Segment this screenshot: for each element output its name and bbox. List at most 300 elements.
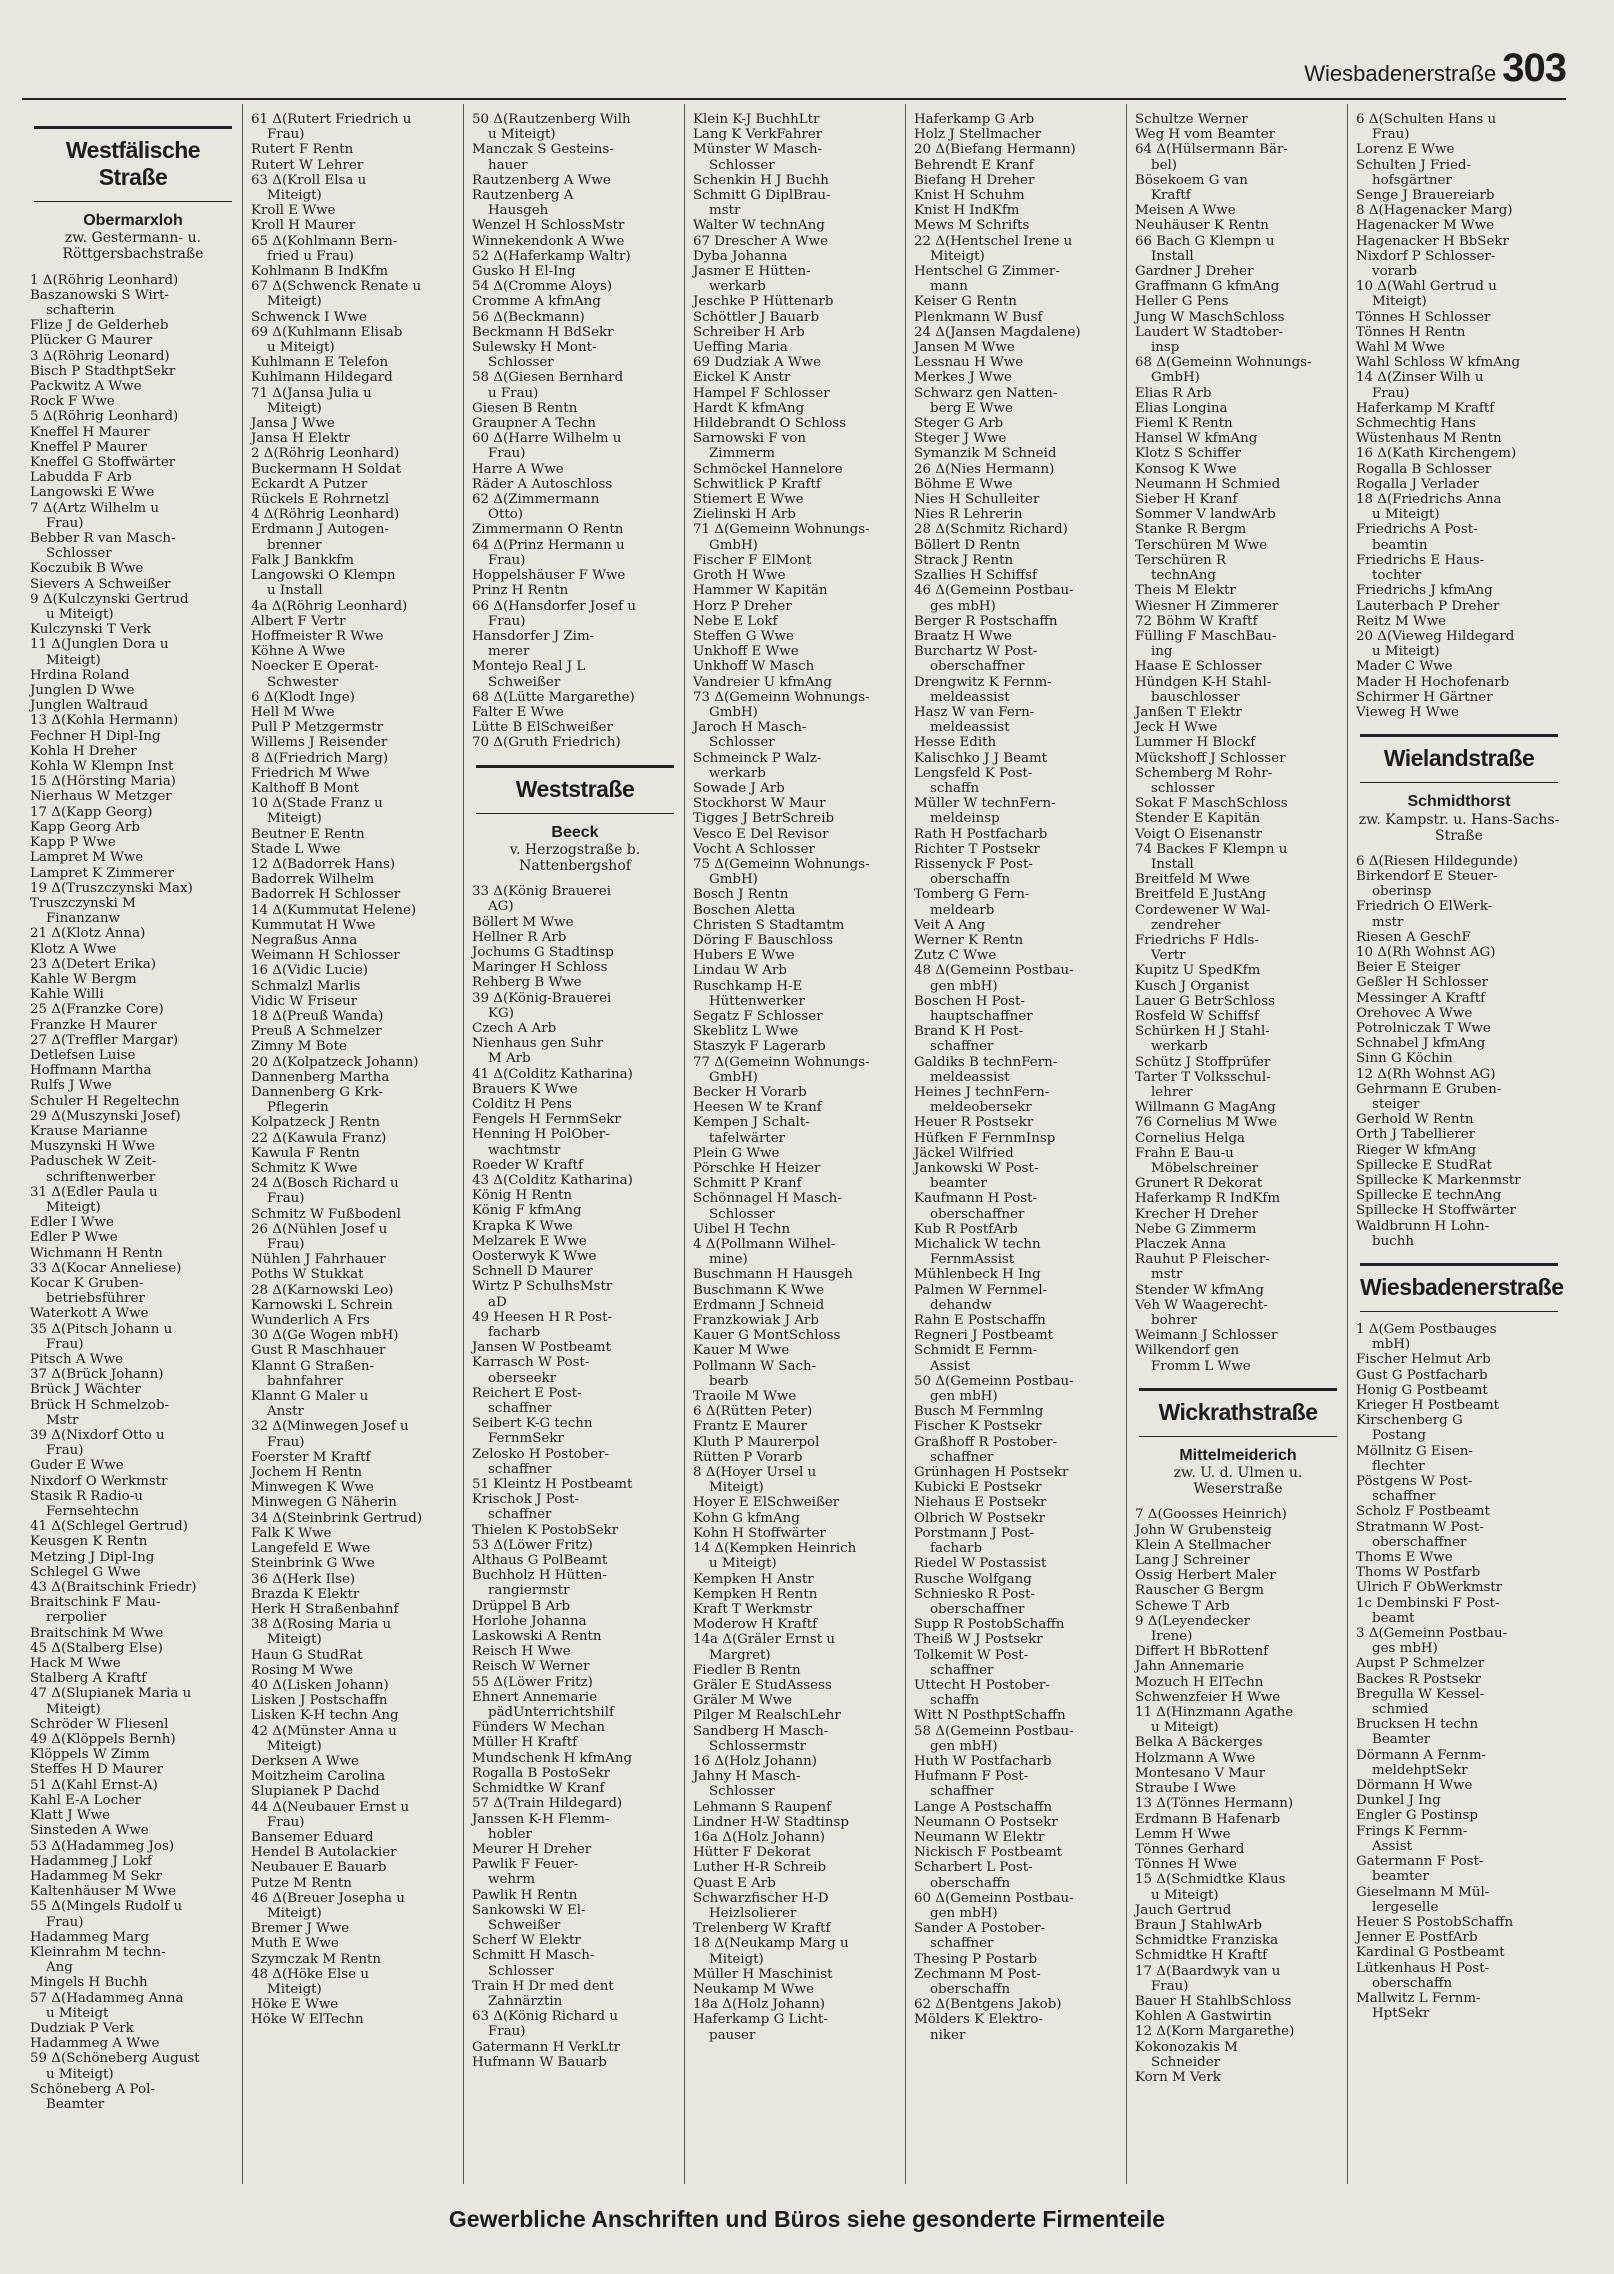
list-item: Scharbert L Post- bbox=[914, 1860, 1033, 1876]
list-item: Schmitz K Wwe bbox=[251, 1161, 358, 1177]
list-item: 1 Δ(Gem Postbauges bbox=[1356, 1321, 1497, 1337]
list-item: Lütte B ElSchweißer bbox=[472, 720, 613, 736]
list-item: 31 Δ(Edler Paula u bbox=[30, 1184, 158, 1200]
list-item: Rosfeld W Schiffsf bbox=[1135, 1008, 1259, 1024]
list-item: Ang bbox=[46, 1960, 73, 1976]
entry-list bbox=[30, 273, 236, 2113]
list-item: Sommer V landwArb bbox=[1135, 507, 1276, 523]
list-item: Frau) bbox=[1372, 127, 1410, 143]
list-item: Rütten P Vorarb bbox=[693, 1449, 803, 1465]
list-item: Tigges J BetrSchreib bbox=[693, 811, 835, 827]
list-item: Zimmermann O Rentn bbox=[472, 522, 624, 538]
list-item: 16 Δ(Holz Johann) bbox=[693, 1753, 818, 1769]
list-item: Terschüren R bbox=[1135, 552, 1227, 568]
list-item: steiger bbox=[1372, 1096, 1420, 1112]
list-item: Frau) bbox=[1372, 385, 1410, 401]
list-item: Pawlik F Feuer- bbox=[472, 1857, 579, 1873]
list-item: Sokat F MaschSchloss bbox=[1135, 796, 1288, 812]
list-item: Frau) bbox=[267, 1814, 305, 1830]
list-item: Burchartz W Post- bbox=[914, 644, 1038, 660]
list-item: oberseekr bbox=[488, 1370, 557, 1386]
list-item: schafterin bbox=[46, 302, 115, 318]
list-item: Nebe G Zimmerm bbox=[1135, 1221, 1257, 1237]
list-item: Friedrich O ElWerk- bbox=[1356, 899, 1493, 915]
list-item: Frau) bbox=[488, 552, 526, 568]
list-item: oberschaffn bbox=[930, 1875, 1011, 1891]
list-item: Schultze Werner bbox=[1135, 112, 1248, 127]
list-item: Rosing M Wwe bbox=[251, 1662, 353, 1678]
list-item: Zechmann M Post- bbox=[914, 1966, 1041, 1982]
list-item: Albert F Vertr bbox=[251, 613, 346, 629]
list-item: Assist bbox=[1372, 1838, 1412, 1854]
list-item: Karnowski L Schrein bbox=[251, 1297, 393, 1313]
list-item: Friedrichs F Hdls- bbox=[1135, 932, 1259, 948]
list-item: 50 Δ(Rautzenberg Wilh bbox=[472, 112, 631, 127]
list-item: Hausgeh bbox=[488, 203, 549, 219]
list-item: Hoyer E ElSchweißer bbox=[693, 1495, 840, 1511]
list-item: Senge J Brauereiarb bbox=[1356, 188, 1495, 204]
list-item: Mader H Hochofenarb bbox=[1356, 674, 1510, 690]
list-item: Gieselmann M Mül- bbox=[1356, 1884, 1490, 1900]
list-item: Tönnes H Rentn bbox=[1356, 324, 1466, 340]
list-item: Schönnagel H Masch- bbox=[693, 1191, 842, 1207]
street-heading bbox=[1360, 734, 1558, 783]
list-item: Keiser G Rentn bbox=[914, 294, 1017, 310]
list-item: Frau) bbox=[488, 613, 526, 629]
list-item: Mews M Schrifts bbox=[914, 218, 1030, 234]
list-item: Böllert D Rentn bbox=[914, 537, 1021, 553]
list-item: Sieber H Kranf bbox=[1135, 492, 1238, 508]
list-item: Hufmann W Bauarb bbox=[472, 2054, 607, 2070]
list-item: 55 Δ(Löwer Fritz) bbox=[472, 1674, 593, 1690]
list-item: Schmidtke Franziska bbox=[1135, 1933, 1279, 1949]
list-item: u Miteigt) bbox=[488, 127, 556, 143]
list-item: Steger G Arb bbox=[914, 416, 1004, 432]
list-item: brenner bbox=[267, 537, 322, 553]
list-item: oberschaffn bbox=[930, 872, 1011, 888]
list-item: Packwitz A Wwe bbox=[30, 379, 142, 394]
entry-list bbox=[914, 112, 1120, 2043]
list-item: Detlefsen Luise bbox=[30, 1047, 136, 1063]
list-item: Strack J Rentn bbox=[914, 552, 1014, 568]
list-item: Wiesner H Zimmerer bbox=[1135, 598, 1279, 614]
list-item: Irene) bbox=[1151, 1629, 1193, 1645]
list-item: Schmitt P Kranf bbox=[693, 1176, 802, 1192]
list-item: Plein G Wwe bbox=[693, 1145, 780, 1161]
list-item: Müller W technFern- bbox=[914, 796, 1056, 812]
list-item: Lisken J Postschaffn bbox=[251, 1693, 388, 1709]
list-item: Laudert W Stadtober- bbox=[1135, 324, 1284, 340]
list-item: Jenner E PostfArb bbox=[1356, 1930, 1478, 1946]
list-item: Groth H Wwe bbox=[693, 568, 786, 584]
list-item: Boschen Aletta bbox=[693, 902, 796, 918]
list-item: u Miteigt) bbox=[1372, 644, 1440, 660]
list-item: Haferkamp G Arb bbox=[914, 112, 1035, 127]
list-item: Hündgen K-H Stahl- bbox=[1135, 674, 1272, 690]
list-item: oberschaffner bbox=[1372, 1534, 1467, 1550]
list-item: insp bbox=[1151, 340, 1180, 356]
list-item: Hagenacker M Wwe bbox=[1356, 218, 1495, 234]
list-item: Tomberg G Fern- bbox=[914, 887, 1030, 903]
list-item: Dyba Johanna bbox=[693, 248, 788, 264]
list-item: Knist H Schuhm bbox=[914, 188, 1025, 204]
list-item: ing bbox=[1151, 644, 1173, 660]
list-item: 9 Δ(Kulczynski Gertrud bbox=[30, 591, 189, 607]
list-item: Schwarz gen Natten- bbox=[914, 385, 1058, 401]
list-item: Rock F Wwe bbox=[30, 394, 115, 410]
list-item: Colditz H Pens bbox=[472, 1096, 572, 1112]
list-item: 55 Δ(Mingels Rudolf u bbox=[30, 1899, 183, 1915]
list-item: 53 Δ(Hadammeg Jos) bbox=[30, 1838, 175, 1854]
list-item: 3 Δ(Gemeinn Postbau- bbox=[1356, 1626, 1508, 1642]
list-item: Christen S Stadtamtm bbox=[693, 917, 845, 933]
list-item: pädUnterrichtshilf bbox=[488, 1705, 614, 1721]
list-item: Janssen K-H Flemm- bbox=[472, 1811, 610, 1827]
list-item: Pörschke H Heizer bbox=[693, 1161, 821, 1177]
list-item: Riesen A GeschF bbox=[1356, 929, 1471, 945]
list-item: 58 Δ(Gemeinn Postbau- bbox=[914, 1723, 1074, 1739]
list-item: Wenzel H SchlossMstr bbox=[472, 218, 625, 234]
list-item: 20 Δ(Kolpatzeck Johann) bbox=[251, 1054, 419, 1070]
list-item: Hellner R Arb bbox=[472, 929, 567, 945]
list-item: beamter bbox=[930, 1176, 987, 1192]
list-item: 64 Δ(Hülsermann Bär- bbox=[1135, 142, 1288, 158]
list-item: Hrdina Roland bbox=[30, 667, 130, 683]
list-item: flechter bbox=[1372, 1458, 1425, 1474]
list-item: 76 Cornelius M Wwe bbox=[1135, 1115, 1277, 1131]
list-item: werkarb bbox=[709, 765, 766, 781]
list-item: 14 Δ(Kummutat Helene) bbox=[251, 902, 417, 918]
list-item: Elias Longina bbox=[1135, 400, 1228, 416]
list-item: Fischer F ElMont bbox=[693, 552, 812, 568]
list-item: Erdmann B Hafenarb bbox=[1135, 1811, 1281, 1827]
list-item: mstr bbox=[1372, 914, 1404, 930]
list-item: Luther H-R Schreib bbox=[693, 1860, 827, 1876]
list-item: Gatermann H VerkLtr bbox=[472, 2039, 621, 2055]
list-item: 37 Δ(Brück Johann) bbox=[30, 1367, 164, 1383]
list-item: Richter T Postsekr bbox=[914, 841, 1040, 857]
list-item: Jansa J Wwe bbox=[251, 416, 335, 432]
list-item: Klein A Stellmacher bbox=[1135, 1537, 1271, 1553]
list-item: 46 Δ(Gemeinn Postbau- bbox=[914, 583, 1074, 599]
list-item: Stalberg A Kraftf bbox=[30, 1671, 147, 1687]
running-head-street: Wiesbadenerstraße bbox=[1304, 61, 1497, 86]
list-item: Bosch J Rentn bbox=[693, 887, 789, 903]
list-item: Müller H Maschinist bbox=[693, 1966, 833, 1982]
list-item: Waterkott A Wwe bbox=[30, 1306, 149, 1322]
list-item: HptSekr bbox=[1372, 2006, 1430, 2022]
list-item: Kahle Willi bbox=[30, 987, 104, 1003]
list-item: Riedel W Postassist bbox=[914, 1556, 1047, 1572]
list-item: 63 Δ(Kroll Elsa u bbox=[251, 172, 367, 188]
list-item: Vieweg H Wwe bbox=[1356, 704, 1459, 720]
list-item: Stasik R Radio-u bbox=[30, 1488, 143, 1504]
list-item: Frau) bbox=[267, 1237, 305, 1253]
list-item: 35 Δ(Pitsch Johann u bbox=[30, 1321, 173, 1337]
list-item: Eckardt A Putzer bbox=[251, 476, 368, 492]
list-item: Sandberg H Masch- bbox=[693, 1723, 829, 1739]
list-item: 20 Δ(Vieweg Hildegard bbox=[1356, 628, 1515, 644]
list-item: Trelenberg W Kraftf bbox=[693, 1921, 831, 1937]
list-item: Orth J Tabellierer bbox=[1356, 1127, 1476, 1143]
list-item: Fengels H FernmSekr bbox=[472, 1112, 621, 1128]
list-item: Kohlmann B IndKfm bbox=[251, 264, 389, 280]
list-item: Harre A Wwe bbox=[472, 461, 564, 477]
list-item: Tolkemit W Post- bbox=[914, 1647, 1029, 1663]
list-item: Pollmann W Sach- bbox=[693, 1358, 817, 1374]
list-item: mbH) bbox=[1372, 1337, 1411, 1353]
list-item: oberschaffn bbox=[1372, 1975, 1453, 1991]
street-heading bbox=[476, 765, 674, 814]
list-item: 59 Δ(Schöneberg August bbox=[30, 2051, 200, 2067]
list-item: 71 Δ(Jansa Julia u bbox=[251, 385, 372, 401]
list-item: 8 Δ(Friedrich Marg) bbox=[251, 750, 389, 766]
district-name: Mittelmeiderich bbox=[1179, 1446, 1297, 1464]
list-item: Falk K Wwe bbox=[251, 1525, 332, 1541]
list-item: Hack M Wwe bbox=[30, 1656, 121, 1672]
list-item: Sulewsky H Mont- bbox=[472, 340, 597, 356]
list-item: Hadammeg A Wwe bbox=[30, 2036, 160, 2052]
list-item: Kleinrahm M techn- bbox=[30, 1944, 166, 1960]
list-item: Miteigt) bbox=[46, 1199, 101, 1215]
list-item: Giesen B Rentn bbox=[472, 400, 578, 416]
list-item: 66 Δ(Hansdorfer Josef u bbox=[472, 598, 636, 614]
list-item: Birkendorf E Steuer- bbox=[1356, 868, 1498, 884]
list-item: Ossig Herbert Maler bbox=[1135, 1568, 1276, 1584]
list-item: Hadammeg Marg bbox=[30, 1929, 150, 1945]
list-item: Jasmer E Hütten- bbox=[693, 264, 811, 280]
list-item: Prinz H Rentn bbox=[472, 583, 569, 599]
list-item: buchh bbox=[1372, 1233, 1414, 1249]
list-item: Kulczynski T Verk bbox=[30, 622, 151, 638]
list-item: Messinger A Kraftf bbox=[1356, 990, 1486, 1006]
list-item: Hagenacker H BbSekr bbox=[1356, 233, 1509, 249]
list-item: Mozuch H ElTechn bbox=[1135, 1674, 1264, 1690]
list-item: Koczubik B Wwe bbox=[30, 561, 144, 577]
list-item: Miteigt) bbox=[267, 188, 322, 204]
list-item: Dunkel J Ing bbox=[1356, 1793, 1441, 1809]
list-item: Erdmann J Schneid bbox=[693, 1297, 825, 1313]
list-item: Jansen W Postbeamt bbox=[472, 1340, 612, 1356]
list-item: Unkhoff E Wwe bbox=[693, 644, 799, 660]
list-item: Schütz J Stoffprüfer bbox=[1135, 1054, 1271, 1070]
list-item: Haferkamp R IndKfm bbox=[1135, 1191, 1281, 1207]
list-item: bohrer bbox=[1151, 1313, 1197, 1329]
list-item: Kraft T Werkmstr bbox=[693, 1601, 812, 1617]
list-item: Lisken K-H techn Ang bbox=[251, 1708, 399, 1724]
list-item: beamt bbox=[1372, 1610, 1415, 1626]
list-item: Sankowski W El- bbox=[472, 1902, 586, 1918]
list-item: Grunert R Dekorat bbox=[1135, 1176, 1263, 1192]
list-item: Muth E Wwe bbox=[251, 1936, 339, 1952]
street-name: Westfälische Straße bbox=[65, 137, 201, 190]
list-item: Jankowski W Post- bbox=[914, 1161, 1039, 1177]
list-item: 72 Böhm W Kraftf bbox=[1135, 613, 1258, 629]
list-item: Wichmann H Rentn bbox=[30, 1245, 163, 1261]
list-item: Uttecht H Postober- bbox=[914, 1677, 1050, 1693]
list-item: Kempken H Anstr bbox=[693, 1571, 814, 1587]
list-item: 57 Δ(Hadammeg Anna bbox=[30, 1990, 184, 2006]
list-item: Ulrich F ObWerkmstr bbox=[1356, 1580, 1503, 1596]
list-item: Rissenyck F Post- bbox=[914, 856, 1033, 872]
list-item: Jaroch H Masch- bbox=[693, 720, 807, 736]
list-item: Segatz F Schlosser bbox=[693, 1008, 823, 1024]
list-item: Gardner J Dreher bbox=[1135, 264, 1254, 280]
list-item: Miteigt) bbox=[46, 1701, 101, 1717]
list-item: Miteigt) bbox=[709, 1480, 764, 1496]
list-item: Erdmann J Autogen- bbox=[251, 522, 389, 538]
list-item: Cromme A kfmAng bbox=[472, 294, 601, 310]
list-item: werkarb bbox=[709, 279, 766, 295]
list-item: Weg H vom Beamter bbox=[1135, 127, 1276, 143]
list-item: Negraßus Anna bbox=[251, 932, 358, 948]
list-item: Gräler E StudAssess bbox=[693, 1677, 832, 1693]
list-item: Ueffing Maria bbox=[693, 340, 788, 356]
list-item: bahnfahrer bbox=[267, 1373, 344, 1389]
list-item: Stade L Wwe bbox=[251, 841, 341, 857]
list-item: Falk J Bankkfm bbox=[251, 552, 354, 568]
list-item: Roeder W Kraftf bbox=[472, 1157, 583, 1173]
list-item: Mader C Wwe bbox=[1356, 659, 1453, 675]
list-item: 16 Δ(Kath Kirchengem) bbox=[1356, 446, 1517, 462]
list-item: Foerster M Kraftf bbox=[251, 1449, 371, 1465]
list-item: Engler G Postinsp bbox=[1356, 1808, 1478, 1824]
list-item: Franzkowiak J Arb bbox=[693, 1313, 819, 1329]
list-item: Pawlik H Rentn bbox=[472, 1887, 578, 1903]
list-item: Labudda F Arb bbox=[30, 470, 132, 486]
list-item: Badorrek H Schlosser bbox=[251, 887, 401, 903]
list-item: Sarnowski F von bbox=[693, 431, 807, 447]
list-item: Straube I Wwe bbox=[1135, 1781, 1237, 1797]
list-item: rerpolier bbox=[46, 1610, 107, 1626]
list-item: Fiedler B Rentn bbox=[693, 1662, 801, 1678]
list-item: 70 Δ(Gruth Friedrich) bbox=[472, 735, 621, 751]
list-item: Franzke H Maurer bbox=[30, 1017, 157, 1033]
list-item: Köhne A Wwe bbox=[251, 644, 346, 660]
list-item: Hansel W kfmAng bbox=[1135, 431, 1258, 447]
list-item: Hammer W Kapitän bbox=[693, 583, 828, 599]
list-item: Schweißer bbox=[488, 674, 561, 690]
list-item: 48 Δ(Höke Else u bbox=[251, 1966, 369, 1982]
list-item: Frau) bbox=[267, 1191, 305, 1207]
list-item: niker bbox=[930, 2027, 966, 2043]
list-item: Niehaus E Postsekr bbox=[914, 1495, 1047, 1511]
list-item: 4 Δ(Pollmann Wilhel- bbox=[693, 1237, 836, 1253]
list-item: Steger J Wwe bbox=[914, 431, 1007, 447]
list-item: Kneffel P Maurer bbox=[30, 439, 147, 455]
list-item: schaffner bbox=[930, 1784, 994, 1800]
list-item: Miteigt) bbox=[267, 811, 322, 827]
list-item: Badorrek Wilhelm bbox=[251, 872, 375, 888]
list-item: schaffner bbox=[930, 1039, 994, 1055]
list-item: Stiemert E Wwe bbox=[693, 492, 804, 508]
list-item: 67 Drescher A Wwe bbox=[693, 233, 829, 249]
list-item: 30 Δ(Ge Wogen mbH) bbox=[251, 1328, 399, 1344]
list-item: 14 Δ(Zinser Wilh u bbox=[1356, 370, 1484, 386]
list-item: Kauer G MontSchloss bbox=[693, 1328, 841, 1344]
list-item: Rogalla B Schlosser bbox=[1356, 461, 1492, 477]
list-item: Drüppel B Arb bbox=[472, 1598, 571, 1614]
list-item: Bisch P StadthptSekr bbox=[30, 363, 176, 379]
list-item: Schweißer bbox=[488, 1917, 561, 1933]
list-item: schlosser bbox=[1151, 780, 1215, 796]
list-item: Kohlen A Gastwirtin bbox=[1135, 2009, 1272, 2025]
list-item: meldeassist bbox=[930, 720, 1010, 736]
list-item: Hildebrandt O Schloss bbox=[693, 416, 847, 432]
list-item: Holzmann A Wwe bbox=[1135, 1750, 1256, 1766]
list-item: Seibert K-G techn bbox=[472, 1416, 593, 1432]
list-item: Kraftf bbox=[1151, 188, 1191, 204]
list-item: Scholz F Postbeamt bbox=[1356, 1504, 1490, 1520]
list-item: Install bbox=[1151, 856, 1194, 872]
list-item: Kroll E Wwe bbox=[251, 203, 336, 219]
list-item: Spillecke K Markenmstr bbox=[1356, 1172, 1521, 1188]
list-item: Buschmann H Hausgeh bbox=[693, 1267, 853, 1283]
list-item: 1c Dembinski F Post- bbox=[1356, 1595, 1500, 1611]
list-item: Jäckel Wilfried bbox=[914, 1145, 1014, 1161]
list-item: 41 Δ(Schlegel Gertrud) bbox=[30, 1519, 188, 1535]
list-item: Gerhold W Rentn bbox=[1356, 1112, 1474, 1128]
list-item: Metzing J Dipl-Ing bbox=[30, 1549, 155, 1565]
list-item: 77 Δ(Gemeinn Wohnungs- bbox=[693, 1054, 870, 1070]
list-item: Sander A Postober- bbox=[914, 1921, 1046, 1937]
list-item: 4 Δ(Röhrig Leonhard) bbox=[251, 507, 400, 523]
list-item: 47 Δ(Slupianek Maria u bbox=[30, 1686, 192, 1702]
list-item: Rusche Wolfgang bbox=[914, 1571, 1032, 1587]
list-item: Schlosser bbox=[488, 355, 554, 371]
list-item: König H Rentn bbox=[472, 1188, 573, 1204]
street-name: Wielandstraße bbox=[1383, 745, 1535, 772]
list-item: Spillecke E technAng bbox=[1356, 1188, 1502, 1204]
list-item: GmbH) bbox=[1151, 370, 1200, 386]
list-item: Müller H Kraftf bbox=[472, 1735, 578, 1751]
list-item: Werner K Rentn bbox=[914, 932, 1024, 948]
list-item: Lange A Postschaffn bbox=[914, 1799, 1053, 1815]
list-item: 10 Δ(Wahl Gertrud u bbox=[1356, 279, 1497, 295]
list-item: Neumann H Schmied bbox=[1135, 476, 1281, 492]
list-item: 43 Δ(Braitschink Friedr) bbox=[30, 1580, 197, 1596]
list-item: u Install bbox=[267, 583, 323, 599]
list-item: Frau) bbox=[488, 2024, 526, 2040]
list-item: 56 Δ(Beckmann) bbox=[472, 309, 585, 325]
list-item: Buschmann K Wwe bbox=[693, 1282, 825, 1298]
list-item: Unkhoff W Masch bbox=[693, 659, 815, 675]
list-item: Miteigt) bbox=[267, 1738, 322, 1754]
list-item: gen mbH) bbox=[930, 1389, 998, 1405]
list-item: Klatt J Wwe bbox=[30, 1808, 111, 1824]
list-item: Höke W ElTechn bbox=[251, 2012, 364, 2028]
list-item: u Miteigt) bbox=[267, 340, 335, 356]
list-item: Slupianek P Dachd bbox=[251, 1784, 380, 1800]
list-item: Czech A Arb bbox=[472, 1020, 557, 1036]
list-item: Neuhäuser K Rentn bbox=[1135, 218, 1269, 234]
list-item: 52 Δ(Haferkamp Waltr) bbox=[472, 248, 631, 264]
list-item: Nebe E Lokf bbox=[693, 613, 778, 629]
list-item: schriftenwerber bbox=[46, 1169, 156, 1185]
list-item: Schulten J Fried- bbox=[1356, 157, 1472, 173]
list-item: Lorenz E Wwe bbox=[1356, 142, 1455, 158]
list-item: Mingels H Buchh bbox=[30, 1975, 148, 1991]
list-item: Nühlen J Fahrhauer bbox=[251, 1252, 386, 1268]
list-item: merer bbox=[488, 644, 530, 660]
list-item: Nierhaus W Metzger bbox=[30, 789, 172, 805]
list-item: Schmitz W Fußbodenl bbox=[251, 1206, 401, 1222]
list-item: 24 Δ(Jansen Magdalene) bbox=[914, 324, 1081, 340]
list-item: Langowski O Klempn bbox=[251, 568, 396, 584]
list-item: Kluth P Maurerpol bbox=[693, 1434, 820, 1450]
list-item: ges mbH) bbox=[930, 598, 996, 614]
list-item: Thoms W Postfarb bbox=[1356, 1565, 1481, 1581]
